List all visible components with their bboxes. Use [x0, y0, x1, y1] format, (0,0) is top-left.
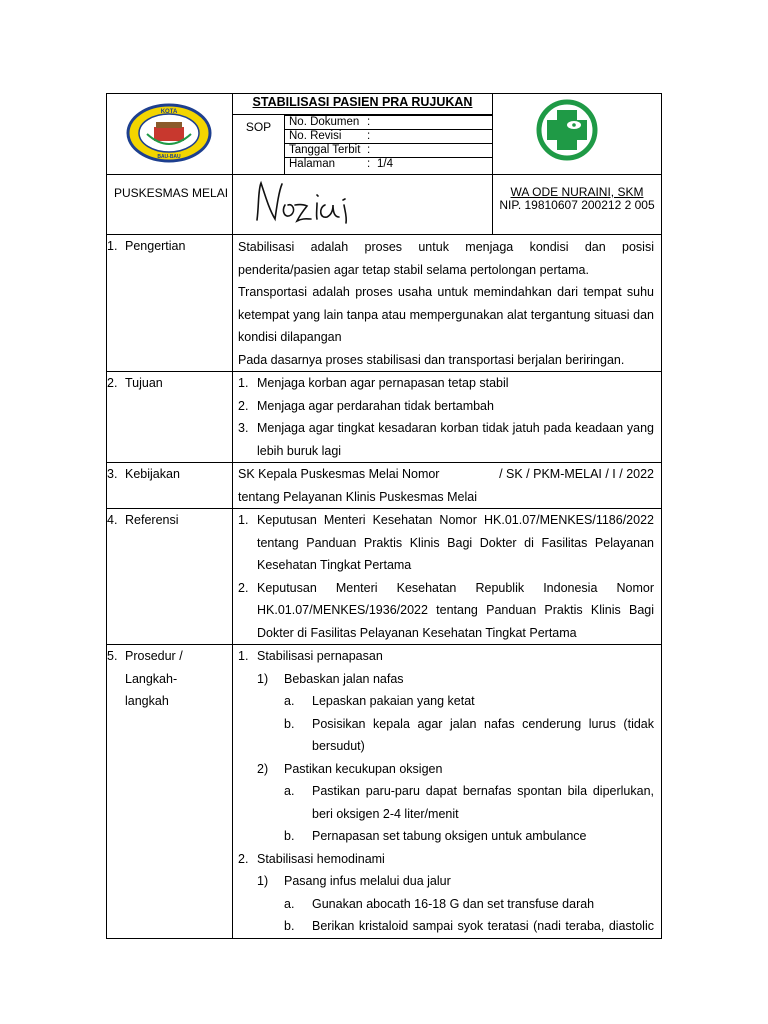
section-tujuan: 2. Tujuan 1. Menjaga korban agar pernapasan tetap stabil 2. Menjaga agar perdarahan tidak bertambah 3. Menjaga agar tingkat kesadaran korban tidak jatuh pada keadaan yang lebih buruk lagi	[107, 372, 662, 463]
document-title: STABILISASI PASIEN PRA RUJUKAN	[252, 95, 473, 109]
sop-label: SOP	[245, 120, 272, 134]
content-table	[106, 234, 662, 939]
list-item: 3. Menjaga agar tingkat kesadaran korban tidak jatuh pada keadaan yang lebih buruk lagi	[238, 421, 654, 458]
section-referensi: 4. Referensi 1. Keputusan Menteri Kesehatan Nomor HK.01.07/MENKES/1186/2022 tentang Panduan Praktis Klinis Bagi Dokter di Fasilitas Pelayanan Kesehatan Tingkat Pertama 2. Keputusan Menteri Kesehatan Republik Indonesia Nomor HK.01.07/MENKES/1936/2022 tentang Panduan Praktis Klinis Bagi Dokter di Fasilitas Pelayanan Kesehatan Tingkat Pertama	[107, 509, 662, 645]
list-item: 1. Menjaga korban agar pernapasan tetap stabil	[238, 376, 509, 390]
list-item: b. Posisikan kepala agar jalan nafas cenderung lurus (tidak bersudut)	[284, 716, 654, 753]
list-item: 2. Stabilisasi hemodinami	[238, 851, 385, 866]
signer-name: WA ODE NURAINI, SKM	[510, 185, 644, 199]
section-label: Tujuan	[125, 376, 163, 390]
institution-cell	[107, 175, 233, 235]
list-item: b. Berikan kristaloid sampai syok teratasi (nadi teraba, diastolic	[284, 919, 654, 933]
section-kebijakan: 3. Kebijakan SK Kepala Puskesmas Melai Nomor / SK / PKM-MELAI / I / 2022 tentang Pelayanan Klinis Puskesmas Melai	[107, 463, 662, 509]
list-item: 2. Menjaga agar perdarahan tidak bertambah	[238, 398, 494, 413]
list-item: 1. Stabilisasi pernapasan	[238, 649, 383, 663]
list-item: a. Lepaskan pakaian yang ketat	[284, 694, 475, 708]
list-item: a. Gunakan abocath 16-18 G dan set transfuse darah	[284, 896, 595, 911]
list-item: 2) Pastikan kecukupan oksigen	[257, 761, 443, 776]
list-item: 1) Pasang infus melalui dua jalur	[257, 874, 451, 888]
kemenkes-logo	[493, 94, 661, 171]
signer-cell	[493, 175, 662, 235]
signature-cell	[233, 175, 493, 235]
list-item: a. Pastikan paru-paru dapat bernafas spontan bila diperlukan, beri oksigen 2-4 liter/menit	[284, 784, 654, 821]
sop-document	[106, 93, 661, 939]
list-item: 2. Keputusan Menteri Kesehatan Republik Indonesia Nomor HK.01.07/MENKES/1936/2022 tentang Panduan Praktis Klinis Bagi Dokter di Fasilitas Pelayanan Kesehatan Tingkat Pertama	[238, 580, 654, 640]
list-item: 1) Bebaskan jalan nafas	[257, 671, 404, 686]
section-label: Pengertian	[125, 239, 186, 253]
list-item: b. Pernapasan set tabung oksigen untuk ambulance	[284, 829, 587, 843]
kemenkes-logo-cell	[493, 94, 662, 175]
meta-row-revisi: No. Revisi :	[285, 129, 492, 143]
logo-text-top: KOTA	[160, 109, 178, 115]
meta-row-tanggal: Tanggal Terbit :	[285, 143, 492, 157]
kota-baubau-logo	[107, 94, 231, 171]
section-pengertian: 1. Pengertian Stabilisasi adalah proses untuk menjaga kondisi dan posisi penderita/pasien agar tetap stabil selama pertolongan pertama. Transportasi adalah proses usaha untuk memindahkan dari tempat suhu ketempat yang lain tanpa atau mempergunakan alat tergantung situasi dan kondisi dilapangan Pada dasarnya proses stabilisasi dan transportasi berjalan beriringan.	[107, 235, 662, 372]
section-label: Referensi	[125, 513, 179, 527]
logo-text-bottom: BAU-BAU	[157, 154, 181, 160]
section-label: Kebijakan	[125, 467, 180, 481]
meta-cell	[285, 115, 493, 175]
sop-label-cell	[233, 115, 285, 175]
meta-row-halaman: Halaman : 1/4	[285, 157, 492, 171]
title-cell	[233, 94, 493, 115]
signer-nip: NIP. 19810607 200212 2 005	[499, 198, 655, 212]
header-table	[106, 93, 662, 235]
signature-image	[233, 175, 491, 231]
section-prosedur: 5. Prosedur / Langkah- langkah 1. Stabilisasi pernapasan 1) Bebaskan jalan nafas a. Lepaskan pakaian yang ketat b. Posisikan kepala agar jalan nafas cenderung lurus (tidak bersudut) 2) Pastikan kecukupan oksigen a. Pastikan paru-paru dapat bernafas spontan bila diperlukan, beri oksigen 2-4 liter/menit b. Pernapasan set tabung oksigen untuk ambulance 2. Stabilisasi hemodinami 1) Pasang infus melalui dua jalur a. Gunakan abocath 16-18 G dan set transfuse darah b. Berikan kristaloid sampai syok teratasi (nadi teraba, diastolic	[107, 645, 662, 939]
institution-name: PUSKESMAS MELAI	[114, 186, 229, 200]
list-item: 1. Keputusan Menteri Kesehatan Nomor HK.01.07/MENKES/1186/2022 tentang Panduan Praktis Klinis Bagi Dokter di Fasilitas Pelayanan Kesehatan Tingkat Pertama	[238, 513, 654, 572]
meta-row-dokumen: No. Dokumen :	[285, 115, 492, 129]
city-logo-cell	[107, 94, 233, 175]
